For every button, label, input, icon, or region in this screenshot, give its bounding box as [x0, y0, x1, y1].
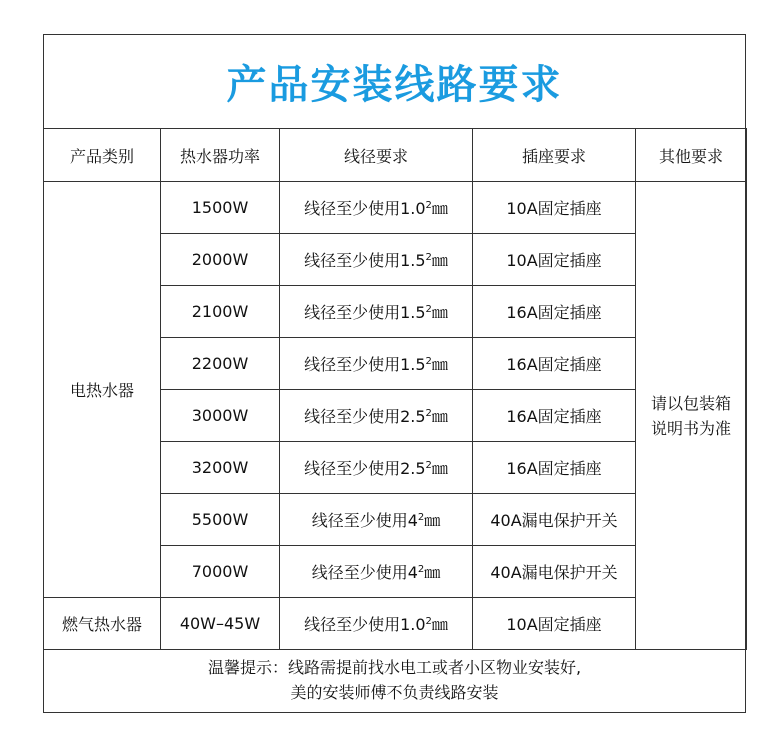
socket-cell: 16A固定插座: [473, 338, 636, 390]
wire-cell: 线径至少使用$2.5^2㎜$: [280, 442, 473, 494]
power-cell: 5500W: [161, 494, 280, 546]
category-gas: 燃气热水器: [44, 598, 161, 650]
table-row: [44, 182, 747, 234]
header-wire: 线径要求: [280, 129, 473, 182]
power-cell: 2100W: [161, 286, 280, 338]
footer-line-1: 温馨提示：线路需提前找水电工或者小区物业安装好,: [207, 658, 582, 677]
socket-cell: 10A固定插座: [473, 182, 636, 234]
power-cell: 2200W: [161, 338, 280, 390]
wire-cell: 线径至少使用$1.0^2㎜$: [280, 598, 473, 650]
power-cell: 1500W: [161, 182, 280, 234]
footer-line-2: 美的安装师傅不负责线路安装: [290, 683, 499, 702]
header-other: 其他要求: [636, 129, 747, 182]
wire-cell: 线径至少使用$4^2㎜$: [280, 494, 473, 546]
power-cell: 3200W: [161, 442, 280, 494]
requirements-sheet: [43, 34, 746, 713]
table-header-row: [44, 129, 747, 182]
requirements-table: [43, 128, 747, 650]
power-cell: 40W–45W: [161, 598, 280, 650]
other-note: 请以包装箱 说明书为准: [636, 182, 747, 650]
header-socket: 插座要求: [473, 129, 636, 182]
footer-tip: [44, 648, 745, 712]
socket-cell: 40A漏电保护开关: [473, 546, 636, 598]
header-power: 热水器功率: [161, 129, 280, 182]
wire-cell: 线径至少使用$1.5^2㎜$: [280, 286, 473, 338]
power-cell: 2000W: [161, 234, 280, 286]
socket-cell: 16A固定插座: [473, 442, 636, 494]
header-category: 产品类别: [44, 129, 161, 182]
socket-cell: 10A固定插座: [473, 234, 636, 286]
wire-cell: 线径至少使用$1.5^2㎜$: [280, 338, 473, 390]
power-cell: 3000W: [161, 390, 280, 442]
wire-cell: 线径至少使用$4^2㎜$: [280, 546, 473, 598]
wire-cell: 线径至少使用$2.5^2㎜$: [280, 390, 473, 442]
power-cell: 7000W: [161, 546, 280, 598]
category-electric: 电热水器: [44, 182, 161, 598]
socket-cell: 10A固定插座: [473, 598, 636, 650]
page-title: 产品安装线路要求: [226, 62, 563, 108]
wire-cell: 线径至少使用$1.5^2㎜$: [280, 234, 473, 286]
wire-cell: 线径至少使用$1.0^2㎜$: [280, 182, 473, 234]
socket-cell: 16A固定插座: [473, 390, 636, 442]
socket-cell: 40A漏电保护开关: [473, 494, 636, 546]
socket-cell: 16A固定插座: [473, 286, 636, 338]
